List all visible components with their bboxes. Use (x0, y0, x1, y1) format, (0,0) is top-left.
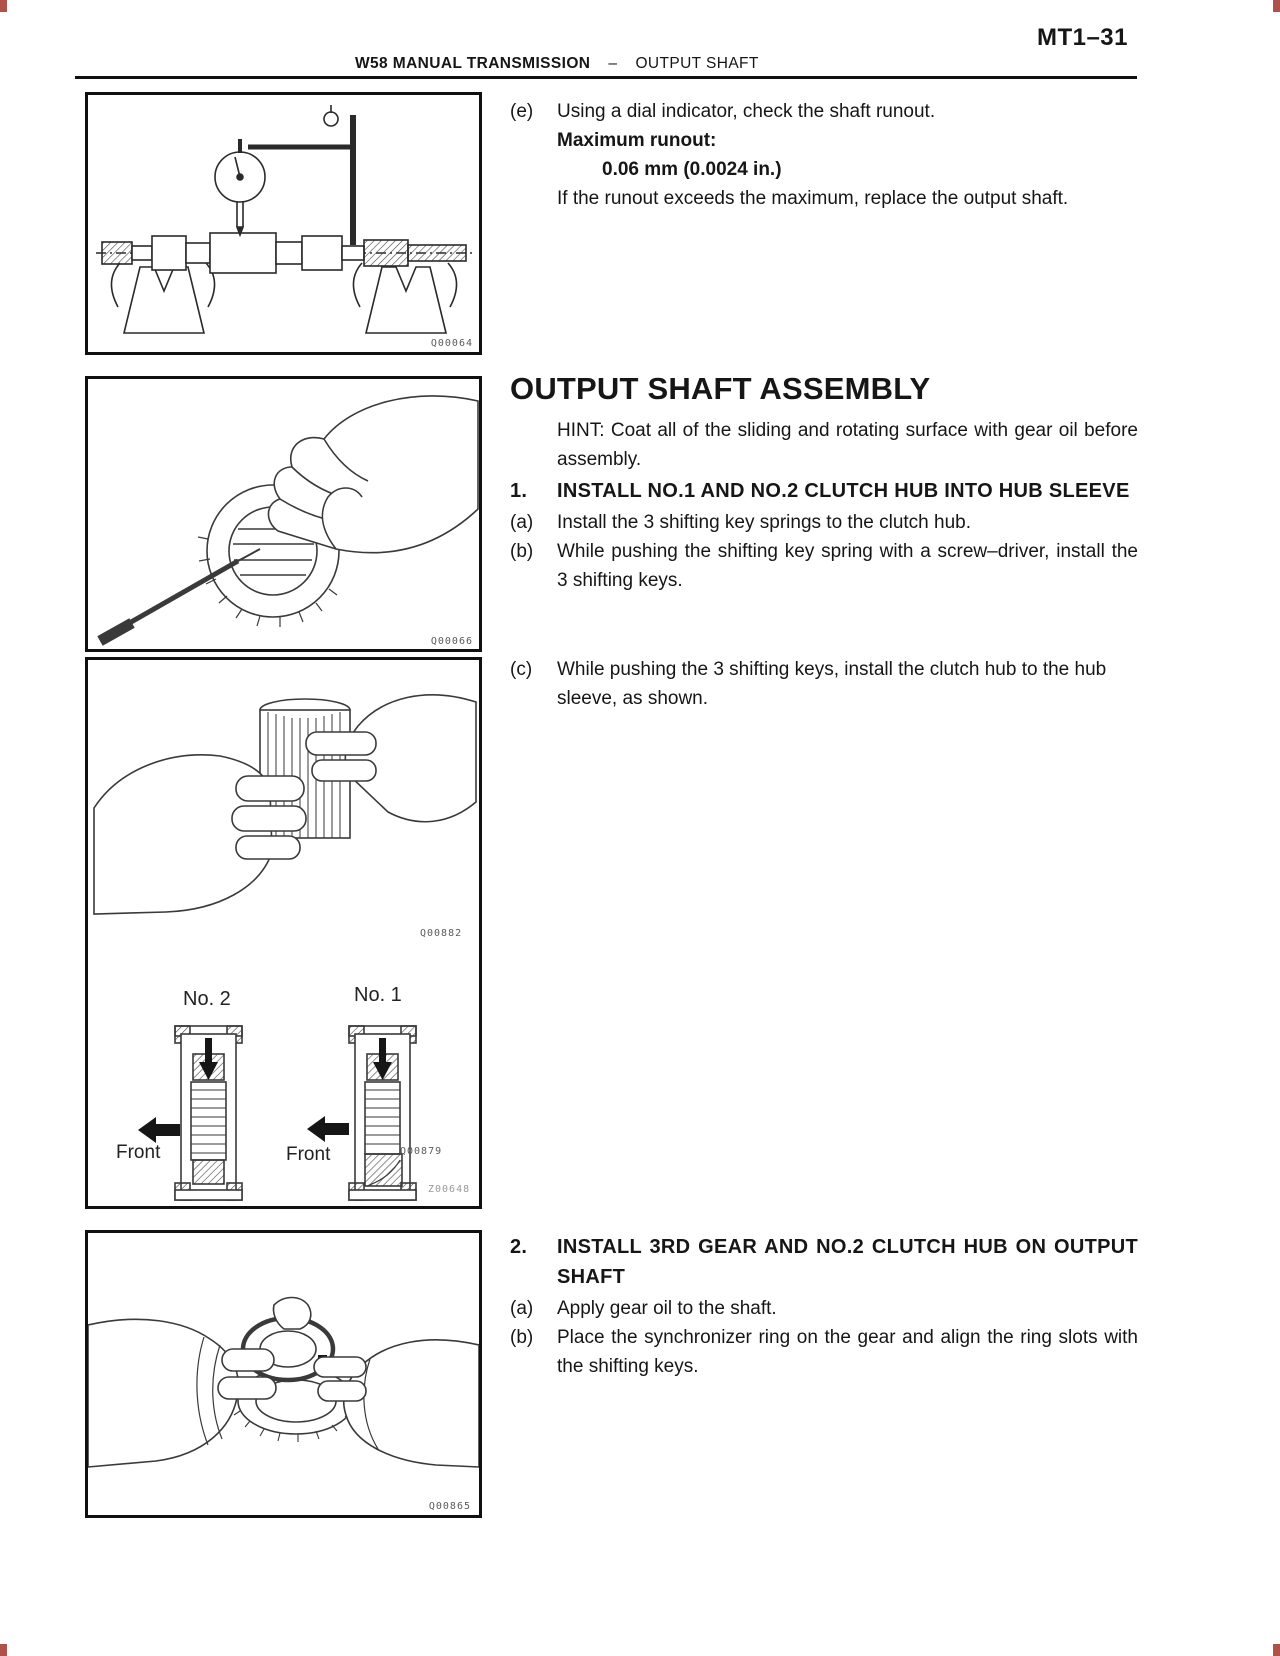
item-text: Place the synchronizer ring on the gear and align the ring slots with the shifting keys. (557, 1327, 1138, 1377)
scan-mark-bottom-left (0, 1644, 7, 1656)
figure-code: Q00879 (400, 1146, 443, 1157)
item-marker: (a) (510, 1298, 534, 1319)
section-label-no1: No. 1 (354, 984, 402, 1006)
dial-indicator-illustration (88, 95, 479, 352)
step-number: 2. (510, 1236, 528, 1258)
step-title: INSTALL NO.1 AND NO.2 CLUTCH HUB INTO HUB SLEEVE (557, 480, 1130, 502)
running-header (355, 55, 759, 73)
figure-code: Q00066 (430, 636, 473, 647)
step2-block (510, 1232, 1138, 1381)
front-label-right: Front (286, 1144, 331, 1165)
section-label-no2: No. 2 (183, 988, 231, 1010)
hands-synchronizer-ring-illustration (88, 1233, 479, 1515)
section-title: OUTPUT SHAFT ASSEMBLY (510, 371, 931, 406)
step-number: 1. (510, 480, 528, 502)
figure-code: Q00882 (420, 928, 463, 939)
figure-clutch-hub-sections (85, 657, 482, 1209)
scan-mark-top-right (1273, 0, 1280, 12)
item-marker: (a) (510, 512, 534, 533)
figure-shifting-key-install (85, 376, 482, 652)
item-text: While pushing the 3 shifting keys, install the clutch hub to the hub sleeve, as shown. (557, 659, 1107, 709)
figure-code: Q00865 (428, 1501, 471, 1512)
section-e-block (510, 97, 1138, 213)
figure-code: Z00648 (428, 1184, 471, 1195)
figure-synchronizer-ring (85, 1230, 482, 1518)
item-marker: (b) (510, 1327, 534, 1348)
spec-value: 0.06 mm (0.0024 in.) (602, 159, 782, 180)
item-text: Using a dial indicator, check the shaft runout. (557, 101, 936, 122)
item-marker: (e) (510, 101, 534, 122)
header-separator: – (608, 55, 618, 72)
spec-note: If the runout exceeds the maximum, replace the output shaft. (557, 188, 1069, 209)
item-marker: (b) (510, 541, 534, 562)
header-rule (75, 76, 1137, 79)
scan-mark-bottom-right (1273, 1644, 1280, 1656)
item-text: Apply gear oil to the shaft. (557, 1298, 777, 1319)
header-section: OUTPUT SHAFT (635, 55, 759, 72)
assembly-section-block (510, 371, 1138, 595)
page-number: MT1–31 (1036, 24, 1128, 51)
item-marker: (c) (510, 659, 533, 680)
hint-text: HINT: Coat all of the sliding and rotating surface with gear oil before assembly. (557, 420, 1138, 470)
item-text: While pushing the shifting key spring with a screw–driver, install the 3 shifting keys. (557, 541, 1138, 591)
figure-dial-indicator-runout (85, 92, 482, 355)
hand-clutch-hub-illustration (88, 379, 479, 649)
item-text: Install the 3 shifting key springs to the clutch hub. (557, 512, 972, 533)
figure-code: Q00064 (430, 338, 473, 349)
step-title: INSTALL 3RD GEAR AND NO.2 CLUTCH HUB ON OUTPUT SHAFT (557, 1236, 1138, 1288)
header-title: W58 MANUAL TRANSMISSION (355, 55, 591, 72)
scan-mark-top-left (0, 0, 7, 12)
step1-item-c-block (510, 655, 1138, 713)
front-label-left: Front (116, 1142, 161, 1163)
spec-label: Maximum runout: (557, 130, 717, 151)
